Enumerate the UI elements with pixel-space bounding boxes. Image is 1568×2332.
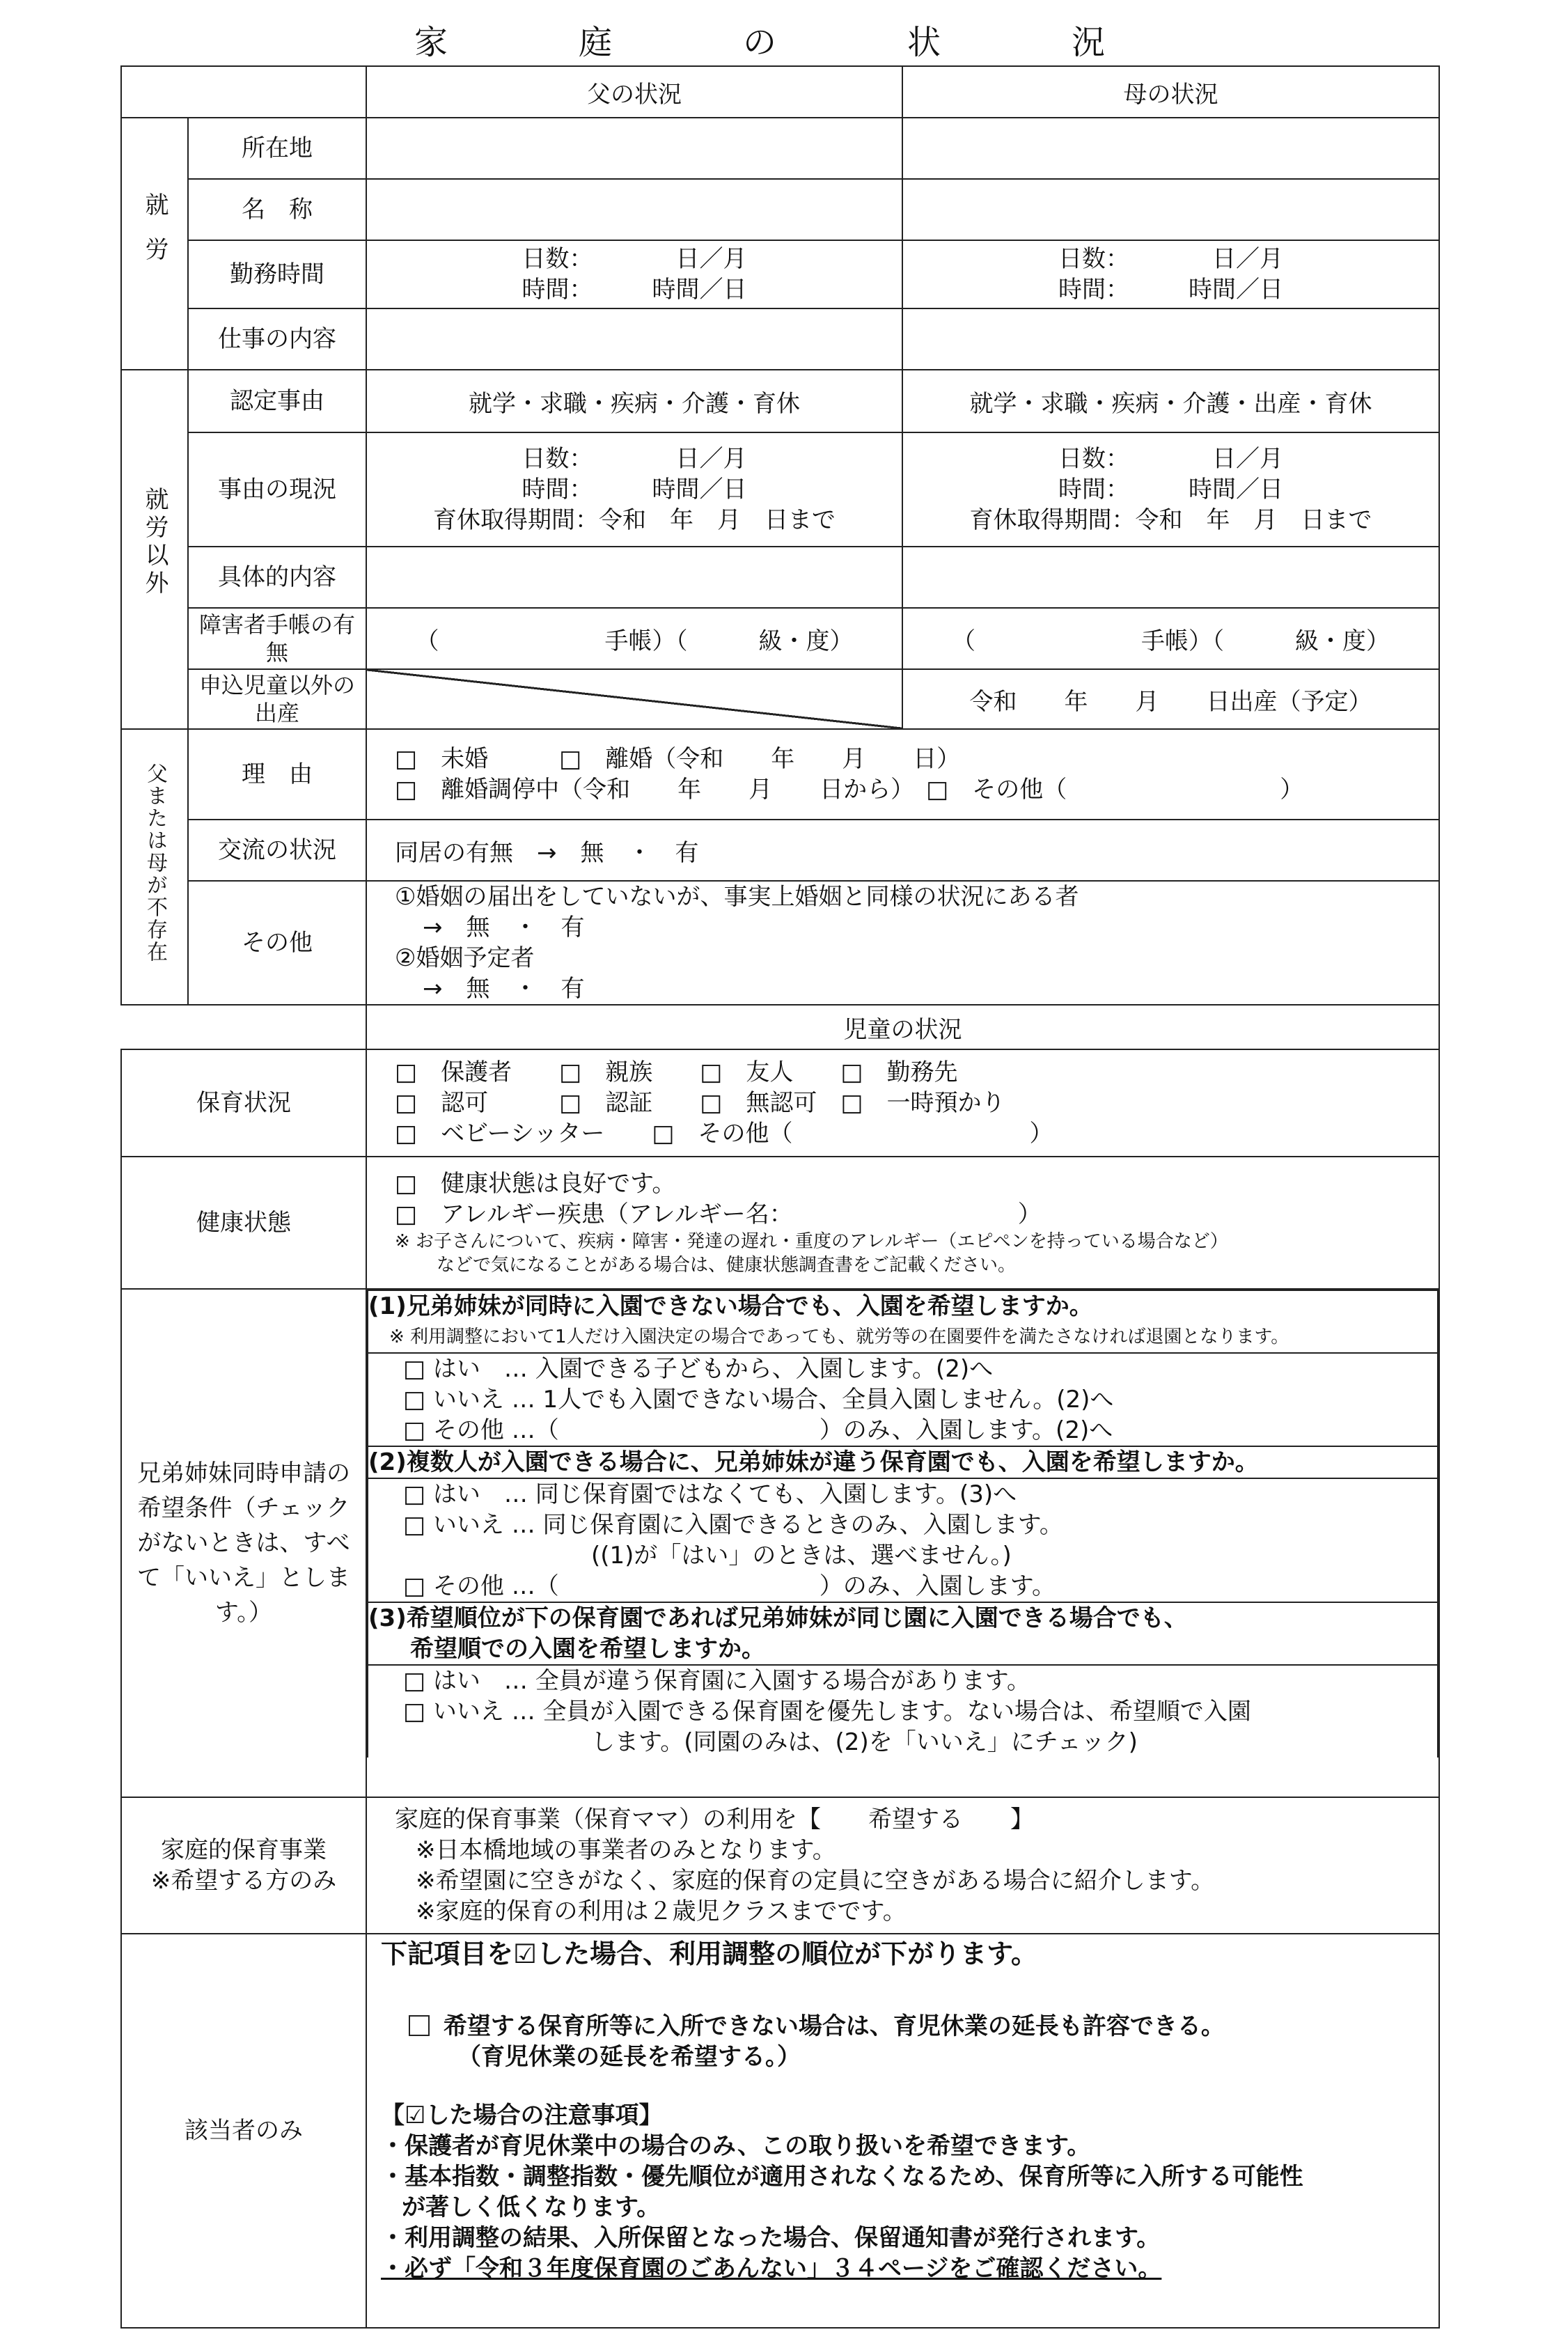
- certification-reason-label: 認定事由: [188, 370, 366, 432]
- work-hours-label: 勤務時間: [188, 240, 366, 308]
- father-work-hours-field[interactable]: 日数： 日／月 時間： 時間／日: [366, 240, 902, 308]
- mother-work-hours-field[interactable]: 日数： 日／月 時間： 時間／日: [902, 240, 1439, 308]
- mother-job-field[interactable]: [902, 308, 1439, 370]
- notes-heading: 【☑した場合の注意事項】: [381, 2102, 663, 2129]
- location-label: 所在地: [188, 118, 366, 179]
- family-care-block: [366, 1797, 1439, 1934]
- mother-reason-options[interactable]: 就学・求職・疾病・介護・出産・育休: [902, 370, 1439, 432]
- sibling-q1: (1)兄弟姉妹が同時に入園できない場合でも、入園を希望しますか。: [368, 1292, 1093, 1320]
- family-care-note-3: ※家庭的保育の利用は２歳児クラスまでです。: [416, 1897, 907, 1925]
- employment-section-label: 就労: [121, 118, 188, 370]
- mother-reason-status-field[interactable]: 日数： 日／月 時間： 時間／日 育休取得期間：令和 年 月 日まで: [902, 432, 1439, 547]
- contact-status-label: 交流の状況: [188, 820, 366, 881]
- childcare-leave-extension-note: （育児休業の延長を希望する。）: [457, 2043, 801, 2071]
- sibling-questions: [367, 1290, 1438, 1758]
- childcare-leave-extension-option[interactable]: 希望する保育所等に入所できない場合は、育児休業の延長も許容できる。: [381, 2011, 1425, 2042]
- job-content-label: 仕事の内容: [188, 308, 366, 370]
- father-employer-field[interactable]: [366, 179, 902, 240]
- absence-reason-options[interactable]: □ 未婚 □ 離婚（令和 年 月 日） □ 離婚調停中（令和 年 月 日から） □ その他（ ）: [366, 729, 1439, 820]
- applicable-note-2b: が著しく低くなります。: [402, 2193, 661, 2221]
- reason-status-label: 事由の現況: [188, 432, 366, 547]
- sibling-q3: (3)希望順位が下の保育園であれば兄弟姉妹が同じ園に入園できる場合でも、: [368, 1604, 1188, 1632]
- mother-detail-field[interactable]: [902, 547, 1439, 608]
- father-detail-field[interactable]: [366, 547, 902, 608]
- father-disability-field[interactable]: （ 手帳）（ 級・度）: [366, 608, 902, 669]
- sibling-q2-yes[interactable]: □ はい … 同じ保育園ではなくても、入園します。(3)へ: [403, 1480, 1017, 1508]
- sibling-q1-note: ※ 利用調整において1人だけ入園決定の場合であっても、就労等の在園要件を満たさなければ退園となります。: [389, 1327, 1289, 1347]
- non-employment-section-label: 就労以外: [121, 370, 188, 729]
- sibling-q2: (2)複数人が入園できる場合に、兄弟姉妹が違う保育園でも、入園を希望しますか。: [368, 1448, 1259, 1476]
- child-header: 児童の状況: [366, 1005, 1439, 1049]
- father-job-field[interactable]: [366, 308, 902, 370]
- sibling-q3-yes[interactable]: □ はい … 全員が違う保育園に入園する場合があります。: [403, 1667, 1031, 1695]
- sibling-conditions-block: [366, 1289, 1439, 1797]
- family-care-note-1: ※日本橋地域の事業者のみとなります。: [416, 1836, 836, 1864]
- cohabitation-options[interactable]: 同居の有無 → 無 ・ 有: [366, 820, 1439, 881]
- sibling-q2-no-note: ((1)が「はい」のときは、選べません。): [591, 1542, 1012, 1570]
- applicable-heading: 下記項目を☑した場合、利用調整の順位が下がります。: [381, 1939, 1038, 1969]
- sibling-conditions-label: 兄弟姉妹同時申請の希望条件（チェックがないときは、すべて「いいえ」とします。）: [121, 1289, 366, 1797]
- father-location-field[interactable]: [366, 118, 902, 179]
- sibling-q1-other[interactable]: □ その他 …（ ）のみ、入園します。(2)へ: [403, 1416, 1113, 1444]
- mother-header: 母の状況: [902, 66, 1439, 118]
- page-title: 家 庭 の 状 況: [414, 23, 1154, 62]
- sibling-q1-no[interactable]: □ いいえ … 1人でも入園できない場合、全員入園しません。(2)へ: [403, 1386, 1114, 1414]
- father-birth-crossed-cell: [366, 669, 902, 729]
- family-care-note-2: ※希望園に空きがなく、家庭的保育の定員に空きがある場合に紹介します。: [416, 1867, 1215, 1895]
- childcare-status-label: 保育状況: [121, 1049, 366, 1157]
- father-header: 父の状況: [366, 66, 902, 118]
- mother-birth-field[interactable]: 令和 年 月 日出産（予定）: [902, 669, 1439, 729]
- applicable-only-block: [366, 1934, 1439, 2328]
- sibling-q3-no-note: します。(同園のみは、(2)を「いいえ」にチェック): [591, 1728, 1138, 1756]
- health-status-options[interactable]: □ 健康状態は良好です。 □ アレルギー疾患（アレルギー名： ） ※ お子さんについて、疾病・障害・発達の遅れ・重度のアレルギー（エピペンを持っている場合など） などで気になることがある場合は、健康状態調査書をご記載ください。: [366, 1157, 1439, 1289]
- child-header-blank: [121, 1005, 366, 1049]
- applicable-note-1: ・保護者が育児休業中の場合のみ、この取り扱いを希望できます。: [381, 2132, 1091, 2160]
- sibling-q2-other[interactable]: □ その他 …（ ）のみ、入園します。: [403, 1572, 1056, 1600]
- mother-location-field[interactable]: [902, 118, 1439, 179]
- childcare-status-options[interactable]: □ 保護者 □ 親族 □ 友人 □ 勤務先 □ 認可 □ 認証 □ 無認可 □ 一時預かり □ ベビーシッター □ その他（ ）: [366, 1049, 1439, 1157]
- father-reason-options[interactable]: 就学・求職・疾病・介護・育休: [366, 370, 902, 432]
- applicable-note-3: ・利用調整の結果、入所保留となった場合、保留通知書が発行されます。: [381, 2224, 1161, 2252]
- mother-employer-field[interactable]: [902, 179, 1439, 240]
- employer-name-label: 名 称: [188, 179, 366, 240]
- sibling-q3-line2: 希望順での入園を希望しますか。: [410, 1635, 765, 1663]
- applicable-note-2: ・基本指数・調整指数・優先順位が適用されなくなるため、保育所等に入所する可能性: [381, 2163, 1303, 2191]
- family-status-form: [120, 65, 1440, 2329]
- sibling-q1-yes[interactable]: □ はい … 入園できる子どもから、入園します。(2)へ: [403, 1355, 994, 1383]
- header-blank: [121, 66, 366, 118]
- father-reason-status-field[interactable]: 日数： 日／月 時間： 時間／日 育休取得期間：令和 年 月 日まで: [366, 432, 902, 547]
- health-note-2: などで気になることがある場合は、健康状態調査書をご記載ください。: [437, 1255, 1017, 1276]
- health-note-1: ※ お子さんについて、疾病・障害・発達の遅れ・重度のアレルギー（エピペンを持っている場合など）: [395, 1231, 1228, 1252]
- family-care-request[interactable]: 家庭的保育事業（保育ママ）の利用を【 希望する 】: [395, 1806, 1034, 1833]
- checkbox-icon[interactable]: [409, 2015, 430, 2036]
- absence-other-label: その他: [188, 881, 366, 1005]
- sibling-q3-no[interactable]: □ いいえ … 全員が入園できる保育園を優先します。ない場合は、希望順で入園: [403, 1698, 1251, 1725]
- health-status-label: 健康状態: [121, 1157, 366, 1289]
- disability-handbook-label: 障害者手帳の有無: [188, 608, 366, 669]
- absence-reason-label: 理 由: [188, 729, 366, 820]
- family-care-label: 家庭的保育事業 ※希望する方のみ: [121, 1797, 366, 1934]
- absence-other-options[interactable]: ①婚姻の届出をしていないが、事実上婚姻と同様の状況にある者 → 無 ・ 有 ②婚姻予定者 → 無 ・ 有: [366, 881, 1439, 1005]
- applicable-note-4: ・必ず「令和３年度保育園のごあんない」３４ページをご確認ください。: [381, 2255, 1162, 2283]
- specific-detail-label: 具体的内容: [188, 547, 366, 608]
- applicable-only-label: 該当者のみ: [121, 1934, 366, 2328]
- mother-disability-field[interactable]: （ 手帳）（ 級・度）: [902, 608, 1439, 669]
- sibling-q2-no[interactable]: □ いいえ … 同じ保育園に入園できるときのみ、入園します。: [403, 1511, 1063, 1539]
- absent-parent-section-label: 父または母が不存在: [121, 729, 188, 1005]
- other-birth-label: 申込児童以外の出産: [188, 669, 366, 729]
